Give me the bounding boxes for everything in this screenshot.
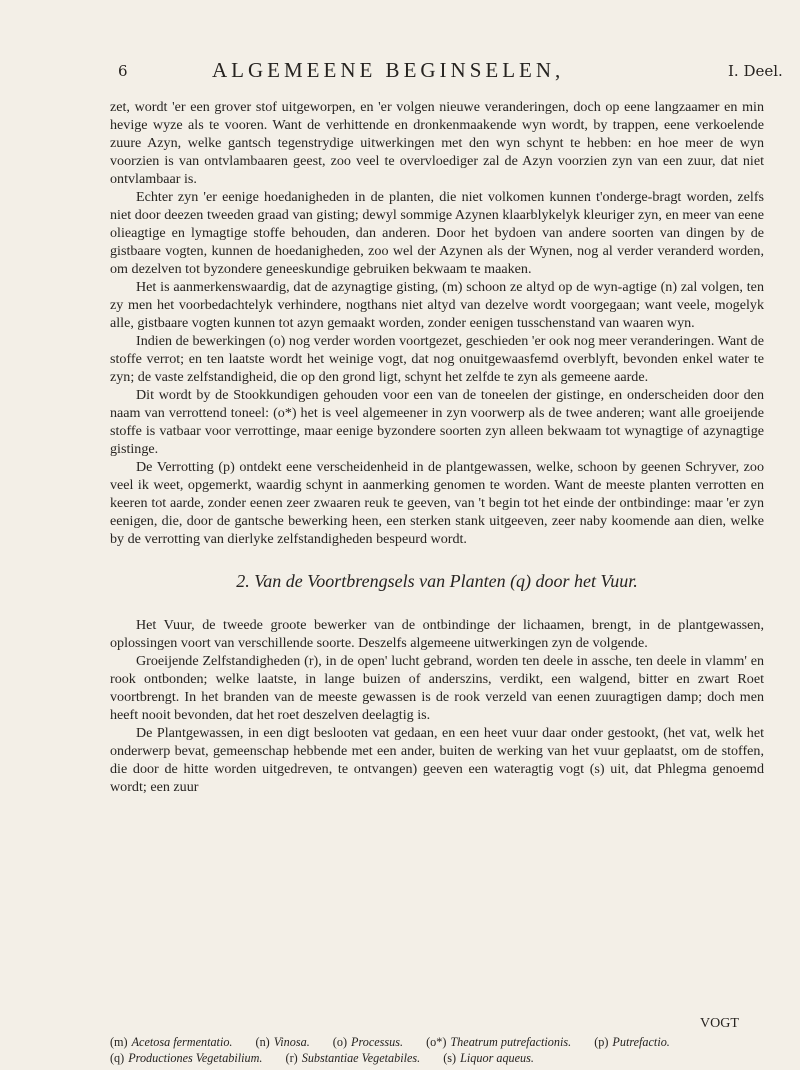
footnote-text: Vinosa.: [273, 1035, 310, 1049]
footnote-text: Productiones Vegetabilium.: [128, 1051, 263, 1065]
section-heading: 2. Van de Voortbrengsels van Planten (q) door het Vuur.: [236, 571, 638, 591]
paragraph: De Verrotting (p) ontdekt eene verscheidenheid in de plantgewassen, welke, schoon by geenen Schryver, zoo veel ik weet, opgemerkt, waardig schynt in aanmerking genomen te worden. Want de meeste planten verrotten en keeren tot aarde, zonder eenen zeer zwaaren reuk te geeven, van 't begin tot het einde der ontbindinge: maar 'er zyn eenigen, die, door de gantsche bewerking heen, een sterken stank uitgeeven, zeer naby koomende aan dien, welke by de verrotting van dierlyke zelfstandigheden bespeurd wordt.: [110, 459, 764, 547]
footnote: [426, 1034, 571, 1050]
footnote: [333, 1034, 403, 1050]
footnote-text: Acetosa fermentatio.: [131, 1035, 233, 1049]
footnote-text: Processus.: [351, 1035, 404, 1049]
paragraph: Echter zyn 'er eenige hoedanigheden in de planten, die niet volkomen kunnen t'onderge-bragt worden, zelfs niet door deezen tweeden graad van gisting; dewyl sommige Azynen klaarblykelyk kleuriger zyn, en meer van eene olieagtige en lymagtige stoffe behouden, dan anderen. Door het bydoen van andere soorten van dingen by de gistbaare vogten, kunnen de hoedanigheden, zoo wel der Azynen als der Wynen, nog al verder veranderd worden, om dezelven tot byzondere geneeskundige gebruiken bekwaam te maaken.: [110, 189, 764, 277]
footnote-mark: (q): [110, 1051, 125, 1065]
footnote: [110, 1050, 262, 1066]
footnote-mark: (n): [255, 1035, 270, 1049]
running-title: ALGEMEENE BEGINSELEN,: [212, 58, 565, 82]
footnote: [110, 1034, 232, 1050]
footnote-text: Putrefactio.: [612, 1035, 670, 1049]
footnote-text: Liquor aqueus.: [460, 1051, 534, 1065]
footnote-mark: (m): [110, 1035, 128, 1049]
footnote: [594, 1034, 670, 1050]
footnote: [256, 1034, 310, 1050]
footnotes: [110, 1034, 770, 1066]
footnote-mark: (r): [285, 1051, 298, 1065]
paragraph: Het is aanmerkenswaardig, dat de azynagtige gisting, (m) schoon ze altyd op de wyn-agtige (n) zal volgen, ten zy men het voorbedachtelyk verhindere, nogthans niet altyd van dezelve wordt voorgegaan; want veele, mogelyk alle, gistbaare vogten kunnen tot azyn gemaakt worden, zonder eenigen tusschenstand van waaren wyn.: [110, 279, 764, 331]
footnote-mark: (o): [332, 1035, 348, 1049]
footnote-mark: (o*): [426, 1035, 447, 1049]
footnote-mark: (s): [443, 1051, 457, 1065]
paragraph: Het Vuur, de tweede groote bewerker van de ontbindinge der lichaamen, brengt, in de plantgewassen, oplossingen voort van verschillende soorte. Deszelfs algemeene uitwerkingen zyn de volgende.: [110, 617, 764, 651]
page-header: [0, 44, 800, 84]
footnote: [443, 1050, 534, 1066]
paragraph: De Plantgewassen, in een digt beslooten vat gedaan, en een heet vuur daar onder gestookt, (het vat, welk het onderwerp bevat, gemeenschap hebbende met een ander, buiten de werking van het vuur geplaatst, om de stoffen, die door de hitte worden uitgedreven, te ontvangen) geeven een wateragtig vogt (s) uit, dat Phlegma genoemd wordt; een zuur: [110, 725, 764, 795]
paragraph: Groeijende Zelfstandigheden (r), in de open' lucht gebrand, worden ten deele in assche, ten deele in vlamm' en rook ontbonden; welke laatste, in lange buizen of anderszins, verdikt, een walgend, bitter en zwart Roet voortbrengt. In het branden van de meeste gewassen is de rook verzeld van eenen zuuragtigen damp; doch men heeft nooit bevonden, dat het roet deszelven deelagtig is.: [110, 653, 764, 723]
footnote-mark: (p): [594, 1035, 609, 1049]
catchword: VOGT: [700, 1016, 739, 1031]
footnote-row: [110, 1034, 770, 1050]
footnote-text: Theatrum putrefactionis.: [450, 1035, 572, 1049]
footnote-row: [110, 1050, 770, 1066]
page-number: 6: [118, 62, 128, 80]
body-text: [110, 98, 764, 796]
volume-label: I. Deel.: [728, 62, 783, 80]
paragraph: Indien de bewerkingen (o) nog verder worden voortgezet, geschieden 'er ook nog meer veranderingen. Want de stoffe verrot; en ten laatste wordt het weinige vogt, dat nog onuitgewaasfemd overblyft, bevonden enkel water te zyn; de vaste zelfstandigheid, die op den grond ligt, schynt het zelfde te zyn als gemeene aarde.: [110, 333, 764, 385]
paragraph: Dit wordt by de Stookkundigen gehouden voor een van de toneelen der gistinge, en onderscheiden door den naam van verrottend toneel: (o*) het is veel algemeener in zyn voorwerp als de twee anderen; want alle groeijende stoffe is vatbaar voor verrottinge, maar eenige byzondere soorten zyn alleen bekwaam tot wynagtige of azynagtige gistinge.: [110, 387, 764, 457]
footnote-text: Substantiae Vegetabiles.: [301, 1051, 421, 1065]
footnote: [286, 1050, 421, 1066]
paragraph: zet, wordt 'er een grover stof uitgeworpen, en 'er volgen nieuwe veranderingen, doch op eene langzaamer en min hevige wyze als te vooren. Want de verhittende en dronkenmaakende wyn wordt, by trappen, eene verkoelende zuure Azyn, welke gantsch tegenstrydige uitwerkingen met den wyn schynt te hebben: en hoe meer de wyn voorzien is van ontvlambaaren geest, zoo veel te overvloediger zal de Azyn voorzien zyn van een zuur, dat niet ontvlambaar is.: [110, 99, 764, 187]
